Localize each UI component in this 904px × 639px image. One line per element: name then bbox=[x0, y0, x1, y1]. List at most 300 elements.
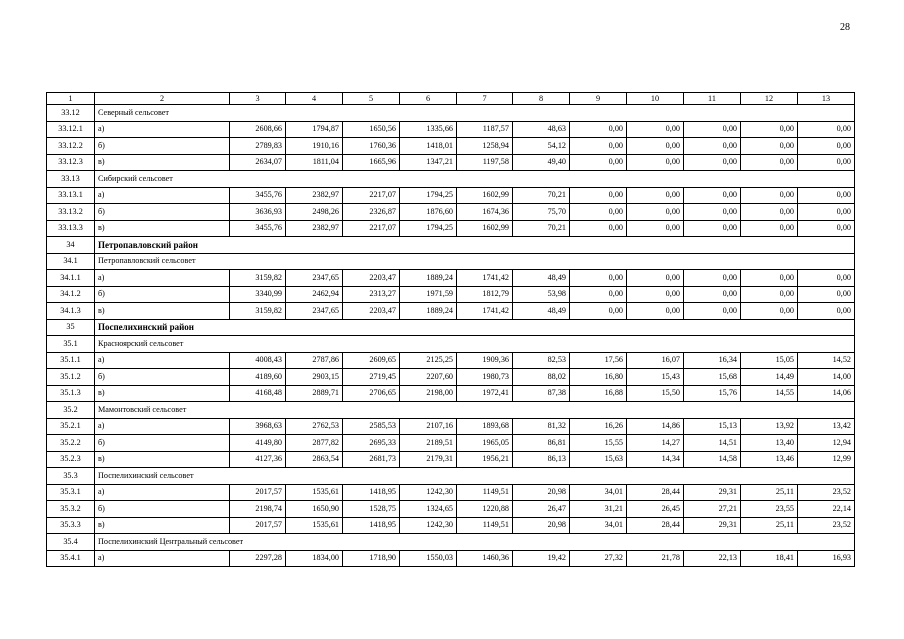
table-cell-value: 3159,82 bbox=[230, 303, 286, 320]
council-header-row bbox=[47, 105, 855, 122]
table-cell-value: 1893,68 bbox=[457, 418, 513, 435]
table-cell-value: 2017,57 bbox=[230, 517, 286, 534]
row-code: 33.13 bbox=[47, 171, 95, 188]
council-name: Поспелихинский Центральный сельсовет bbox=[95, 534, 855, 551]
row-code: 34.1 bbox=[47, 253, 95, 270]
table-cell-value: 2297,28 bbox=[230, 550, 286, 567]
table-cell-value: 2789,83 bbox=[230, 138, 286, 155]
table-cell-value: 20,98 bbox=[513, 484, 570, 501]
table-cell-value: 0,00 bbox=[741, 121, 798, 138]
table-cell-value: 1220,88 bbox=[457, 501, 513, 518]
row-code: 35.2.1 bbox=[47, 418, 95, 435]
table-cell-value: 23,52 bbox=[798, 484, 855, 501]
table-cell-value: 2585,53 bbox=[343, 418, 400, 435]
table-cell-value: 2719,45 bbox=[343, 369, 400, 386]
table-cell-value: 0,00 bbox=[570, 138, 627, 155]
table-cell-value: 4149,80 bbox=[230, 435, 286, 452]
table-cell-value: 1980,73 bbox=[457, 369, 513, 386]
table-cell-value: 1242,30 bbox=[400, 517, 457, 534]
table-cell-value: 15,43 bbox=[627, 369, 684, 386]
table-cell-value: 17,56 bbox=[570, 352, 627, 369]
table-cell-value: 81,32 bbox=[513, 418, 570, 435]
table-cell-value: 1971,59 bbox=[400, 286, 457, 303]
row-code: 33.12.2 bbox=[47, 138, 95, 155]
table-cell-value: 1535,61 bbox=[286, 484, 343, 501]
table-cell-value: 2179,31 bbox=[400, 451, 457, 468]
table-cell-value: 0,00 bbox=[798, 270, 855, 287]
table-cell-value: 4189,60 bbox=[230, 369, 286, 386]
table-row bbox=[47, 352, 855, 369]
table-cell-value: 2313,27 bbox=[343, 286, 400, 303]
table-cell-value: 0,00 bbox=[570, 121, 627, 138]
table-cell-value: 1324,65 bbox=[400, 501, 457, 518]
table-cell-value: 0,00 bbox=[570, 154, 627, 171]
table-cell-value: 1602,99 bbox=[457, 187, 513, 204]
table-cell-value: 2017,57 bbox=[230, 484, 286, 501]
column-header: 3 bbox=[230, 93, 286, 105]
table-cell-value: 18,41 bbox=[741, 550, 798, 567]
table-cell-value: 1665,96 bbox=[343, 154, 400, 171]
table-cell-value: 1418,95 bbox=[343, 484, 400, 501]
row-variant: б) bbox=[95, 286, 230, 303]
table-cell-value: 4168,48 bbox=[230, 385, 286, 402]
table-row bbox=[47, 385, 855, 402]
table-cell-value: 0,00 bbox=[684, 187, 741, 204]
district-header-row bbox=[47, 319, 855, 336]
table-cell-value: 2889,71 bbox=[286, 385, 343, 402]
table-cell-value: 27,32 bbox=[570, 550, 627, 567]
table-cell-value: 0,00 bbox=[741, 154, 798, 171]
row-code: 33.13.3 bbox=[47, 220, 95, 237]
table-cell-value: 1418,01 bbox=[400, 138, 457, 155]
table-cell-value: 53,98 bbox=[513, 286, 570, 303]
row-code: 35 bbox=[47, 319, 95, 336]
table-cell-value: 1909,36 bbox=[457, 352, 513, 369]
table-cell-value: 2203,47 bbox=[343, 270, 400, 287]
table-cell-value: 0,00 bbox=[627, 270, 684, 287]
table-cell-value: 70,21 bbox=[513, 220, 570, 237]
table-row bbox=[47, 418, 855, 435]
table-cell-value: 0,00 bbox=[798, 204, 855, 221]
table-row bbox=[47, 220, 855, 237]
tariff-table bbox=[46, 92, 855, 567]
table-cell-value: 2326,87 bbox=[343, 204, 400, 221]
table-cell-value: 12,99 bbox=[798, 451, 855, 468]
table-cell-value: 0,00 bbox=[570, 303, 627, 320]
row-variant: а) bbox=[95, 418, 230, 435]
table-cell-value: 1550,03 bbox=[400, 550, 457, 567]
table-cell-value: 0,00 bbox=[798, 187, 855, 204]
council-header-row bbox=[47, 253, 855, 270]
table-cell-value: 15,63 bbox=[570, 451, 627, 468]
row-code: 35.1 bbox=[47, 336, 95, 353]
table-cell-value: 0,00 bbox=[684, 303, 741, 320]
table-cell-value: 0,00 bbox=[798, 303, 855, 320]
table-cell-value: 48,63 bbox=[513, 121, 570, 138]
table-cell-value: 2347,65 bbox=[286, 303, 343, 320]
table-cell-value: 1149,51 bbox=[457, 517, 513, 534]
row-variant: б) bbox=[95, 138, 230, 155]
table-cell-value: 2217,07 bbox=[343, 187, 400, 204]
table-cell-value: 3968,63 bbox=[230, 418, 286, 435]
row-code: 33.13.1 bbox=[47, 187, 95, 204]
council-name: Мамонтовский сельсовет bbox=[95, 402, 855, 419]
column-header: 2 bbox=[95, 93, 230, 105]
row-variant: а) bbox=[95, 484, 230, 501]
table-cell-value: 0,00 bbox=[798, 220, 855, 237]
column-header: 8 bbox=[513, 93, 570, 105]
table-cell-value: 1794,25 bbox=[400, 187, 457, 204]
table-row bbox=[47, 121, 855, 138]
table-cell-value: 13,46 bbox=[741, 451, 798, 468]
table-cell-value: 31,21 bbox=[570, 501, 627, 518]
table-cell-value: 2609,65 bbox=[343, 352, 400, 369]
table-cell-value: 15,13 bbox=[684, 418, 741, 435]
table-cell-value: 1956,21 bbox=[457, 451, 513, 468]
row-code: 35.3 bbox=[47, 468, 95, 485]
table-cell-value: 1197,58 bbox=[457, 154, 513, 171]
table-cell-value: 0,00 bbox=[570, 204, 627, 221]
table-cell-value: 14,49 bbox=[741, 369, 798, 386]
table-cell-value: 0,00 bbox=[741, 270, 798, 287]
table-cell-value: 0,00 bbox=[627, 138, 684, 155]
district-name: Поспелихинский район bbox=[95, 319, 855, 336]
council-header-row bbox=[47, 171, 855, 188]
table-cell-value: 1347,21 bbox=[400, 154, 457, 171]
table-cell-value: 0,00 bbox=[627, 121, 684, 138]
table-cell-value: 1242,30 bbox=[400, 484, 457, 501]
table-cell-value: 0,00 bbox=[798, 138, 855, 155]
table-cell-value: 2762,53 bbox=[286, 418, 343, 435]
row-code: 35.2.2 bbox=[47, 435, 95, 452]
table-cell-value: 1258,94 bbox=[457, 138, 513, 155]
table-cell-value: 0,00 bbox=[798, 154, 855, 171]
table-cell-value: 1650,56 bbox=[343, 121, 400, 138]
table-cell-value: 0,00 bbox=[627, 154, 684, 171]
table-cell-value: 1811,04 bbox=[286, 154, 343, 171]
column-header: 7 bbox=[457, 93, 513, 105]
row-variant: б) bbox=[95, 204, 230, 221]
table-cell-value: 3636,93 bbox=[230, 204, 286, 221]
column-header: 1 bbox=[47, 93, 95, 105]
table-cell-value: 0,00 bbox=[741, 303, 798, 320]
table-row bbox=[47, 550, 855, 567]
table-cell-value: 0,00 bbox=[570, 270, 627, 287]
table-cell-value: 48,49 bbox=[513, 303, 570, 320]
table-cell-value: 16,88 bbox=[570, 385, 627, 402]
table-cell-value: 2695,33 bbox=[343, 435, 400, 452]
row-code: 33.12 bbox=[47, 105, 95, 122]
table-cell-value: 22,13 bbox=[684, 550, 741, 567]
column-header: 5 bbox=[343, 93, 400, 105]
table-cell-value: 1794,25 bbox=[400, 220, 457, 237]
column-header: 11 bbox=[684, 93, 741, 105]
row-code: 35.3.2 bbox=[47, 501, 95, 518]
table-cell-value: 0,00 bbox=[627, 286, 684, 303]
table-row bbox=[47, 369, 855, 386]
table-cell-value: 1149,51 bbox=[457, 484, 513, 501]
table-cell-value: 0,00 bbox=[570, 220, 627, 237]
table-cell-value: 16,07 bbox=[627, 352, 684, 369]
table-cell-value: 1528,75 bbox=[343, 501, 400, 518]
table-cell-value: 2203,47 bbox=[343, 303, 400, 320]
table-cell-value: 12,94 bbox=[798, 435, 855, 452]
table-cell-value: 0,00 bbox=[684, 138, 741, 155]
table-cell-value: 1418,95 bbox=[343, 517, 400, 534]
table-cell-value: 88,02 bbox=[513, 369, 570, 386]
table-cell-value: 34,01 bbox=[570, 484, 627, 501]
table-row bbox=[47, 484, 855, 501]
table-row bbox=[47, 517, 855, 534]
table-cell-value: 1889,24 bbox=[400, 303, 457, 320]
district-name: Петропавловский район bbox=[95, 237, 855, 254]
table-row bbox=[47, 303, 855, 320]
table-cell-value: 13,40 bbox=[741, 435, 798, 452]
row-variant: в) bbox=[95, 303, 230, 320]
table-cell-value: 2107,16 bbox=[400, 418, 457, 435]
council-header-row bbox=[47, 402, 855, 419]
row-variant: в) bbox=[95, 154, 230, 171]
table-row bbox=[47, 451, 855, 468]
table-cell-value: 54,12 bbox=[513, 138, 570, 155]
table-cell-value: 0,00 bbox=[627, 220, 684, 237]
row-variant: в) bbox=[95, 220, 230, 237]
table-cell-value: 27,21 bbox=[684, 501, 741, 518]
table-cell-value: 1674,36 bbox=[457, 204, 513, 221]
table-cell-value: 0,00 bbox=[627, 303, 684, 320]
table-row bbox=[47, 286, 855, 303]
table-cell-value: 14,58 bbox=[684, 451, 741, 468]
table-cell-value: 0,00 bbox=[684, 204, 741, 221]
column-header: 13 bbox=[798, 93, 855, 105]
table-cell-value: 2207,60 bbox=[400, 369, 457, 386]
column-header: 4 bbox=[286, 93, 343, 105]
council-name: Сибирский сельсовет bbox=[95, 171, 855, 188]
table-cell-value: 48,49 bbox=[513, 270, 570, 287]
table-cell-value: 14,00 bbox=[798, 369, 855, 386]
table-cell-value: 1965,05 bbox=[457, 435, 513, 452]
table-cell-value: 75,70 bbox=[513, 204, 570, 221]
table-cell-value: 1335,66 bbox=[400, 121, 457, 138]
table-cell-value: 1741,42 bbox=[457, 270, 513, 287]
table-cell-value: 1812,79 bbox=[457, 286, 513, 303]
row-variant: в) bbox=[95, 385, 230, 402]
table-cell-value: 16,80 bbox=[570, 369, 627, 386]
table-cell-value: 2462,94 bbox=[286, 286, 343, 303]
table-cell-value: 86,81 bbox=[513, 435, 570, 452]
table-cell-value: 1718,90 bbox=[343, 550, 400, 567]
row-code: 34.1.1 bbox=[47, 270, 95, 287]
table-cell-value: 14,06 bbox=[798, 385, 855, 402]
column-header: 12 bbox=[741, 93, 798, 105]
table-cell-value: 14,86 bbox=[627, 418, 684, 435]
row-variant: а) bbox=[95, 550, 230, 567]
row-code: 33.12.1 bbox=[47, 121, 95, 138]
district-header-row bbox=[47, 237, 855, 254]
table-cell-value: 2863,54 bbox=[286, 451, 343, 468]
table-row bbox=[47, 187, 855, 204]
table-cell-value: 2498,26 bbox=[286, 204, 343, 221]
table-cell-value: 21,78 bbox=[627, 550, 684, 567]
table-cell-value: 29,31 bbox=[684, 484, 741, 501]
table-cell-value: 14,52 bbox=[798, 352, 855, 369]
table-cell-value: 15,05 bbox=[741, 352, 798, 369]
table-cell-value: 0,00 bbox=[798, 121, 855, 138]
table-cell-value: 15,68 bbox=[684, 369, 741, 386]
table-cell-value: 4127,36 bbox=[230, 451, 286, 468]
table-cell-value: 29,31 bbox=[684, 517, 741, 534]
row-code: 33.12.3 bbox=[47, 154, 95, 171]
table-cell-value: 0,00 bbox=[627, 187, 684, 204]
table-cell-value: 0,00 bbox=[798, 286, 855, 303]
table-cell-value: 0,00 bbox=[684, 121, 741, 138]
table-cell-value: 0,00 bbox=[570, 187, 627, 204]
table-cell-value: 14,27 bbox=[627, 435, 684, 452]
table-cell-value: 3455,76 bbox=[230, 220, 286, 237]
table-row bbox=[47, 154, 855, 171]
row-code: 34.1.2 bbox=[47, 286, 95, 303]
table-cell-value: 2189,51 bbox=[400, 435, 457, 452]
table-cell-value: 22,14 bbox=[798, 501, 855, 518]
table-cell-value: 3340,99 bbox=[230, 286, 286, 303]
table-cell-value: 2706,65 bbox=[343, 385, 400, 402]
row-code: 35.2 bbox=[47, 402, 95, 419]
table-cell-value: 1889,24 bbox=[400, 270, 457, 287]
table-cell-value: 26,47 bbox=[513, 501, 570, 518]
table-cell-value: 1794,87 bbox=[286, 121, 343, 138]
row-code: 33.13.2 bbox=[47, 204, 95, 221]
table-cell-value: 2903,15 bbox=[286, 369, 343, 386]
table-cell-value: 1876,60 bbox=[400, 204, 457, 221]
table-cell-value: 15,55 bbox=[570, 435, 627, 452]
table-cell-value: 2634,07 bbox=[230, 154, 286, 171]
table-cell-value: 0,00 bbox=[741, 204, 798, 221]
table-cell-value: 82,53 bbox=[513, 352, 570, 369]
council-header-row bbox=[47, 534, 855, 551]
table-cell-value: 0,00 bbox=[741, 286, 798, 303]
table-cell-value: 2217,07 bbox=[343, 220, 400, 237]
row-variant: б) bbox=[95, 501, 230, 518]
table-cell-value: 15,76 bbox=[684, 385, 741, 402]
table-cell-value: 13,92 bbox=[741, 418, 798, 435]
table-cell-value: 1972,41 bbox=[457, 385, 513, 402]
row-code: 34 bbox=[47, 237, 95, 254]
table-cell-value: 19,42 bbox=[513, 550, 570, 567]
table-cell-value: 15,50 bbox=[627, 385, 684, 402]
table-cell-value: 2347,65 bbox=[286, 270, 343, 287]
row-code: 35.3.1 bbox=[47, 484, 95, 501]
table-cell-value: 0,00 bbox=[741, 187, 798, 204]
table-cell-value: 0,00 bbox=[627, 204, 684, 221]
table-cell-value: 16,34 bbox=[684, 352, 741, 369]
council-name: Петропавловский сельсовет bbox=[95, 253, 855, 270]
table-cell-value: 2125,25 bbox=[400, 352, 457, 369]
table-row bbox=[47, 435, 855, 452]
column-number-row bbox=[47, 93, 855, 105]
row-variant: б) bbox=[95, 369, 230, 386]
row-code: 35.4.1 bbox=[47, 550, 95, 567]
row-code: 35.3.3 bbox=[47, 517, 95, 534]
row-code: 35.1.3 bbox=[47, 385, 95, 402]
table-cell-value: 1834,00 bbox=[286, 550, 343, 567]
row-variant: а) bbox=[95, 352, 230, 369]
table-cell-value: 1460,36 bbox=[457, 550, 513, 567]
table-cell-value: 0,00 bbox=[741, 138, 798, 155]
council-name: Красноярский сельсовет bbox=[95, 336, 855, 353]
table-cell-value: 20,98 bbox=[513, 517, 570, 534]
council-name: Северный сельсовет bbox=[95, 105, 855, 122]
table-cell-value: 16,26 bbox=[570, 418, 627, 435]
table-cell-value: 28,44 bbox=[627, 484, 684, 501]
table-cell-value: 2681,73 bbox=[343, 451, 400, 468]
row-variant: а) bbox=[95, 187, 230, 204]
council-header-row bbox=[47, 336, 855, 353]
row-variant: в) bbox=[95, 517, 230, 534]
table-cell-value: 2382,97 bbox=[286, 220, 343, 237]
row-variant: в) bbox=[95, 451, 230, 468]
council-name: Поспелихинский сельсовет bbox=[95, 468, 855, 485]
table-cell-value: 14,34 bbox=[627, 451, 684, 468]
table-cell-value: 23,52 bbox=[798, 517, 855, 534]
table-cell-value: 70,21 bbox=[513, 187, 570, 204]
column-header: 6 bbox=[400, 93, 457, 105]
row-variant: а) bbox=[95, 270, 230, 287]
row-code: 35.2.3 bbox=[47, 451, 95, 468]
table-cell-value: 0,00 bbox=[570, 286, 627, 303]
table-cell-value: 2198,74 bbox=[230, 501, 286, 518]
table-row bbox=[47, 501, 855, 518]
table-cell-value: 1602,99 bbox=[457, 220, 513, 237]
table-cell-value: 3159,82 bbox=[230, 270, 286, 287]
table-cell-value: 86,13 bbox=[513, 451, 570, 468]
table-cell-value: 49,40 bbox=[513, 154, 570, 171]
table-row bbox=[47, 270, 855, 287]
table-cell-value: 2198,00 bbox=[400, 385, 457, 402]
table-cell-value: 1760,36 bbox=[343, 138, 400, 155]
table-cell-value: 14,55 bbox=[741, 385, 798, 402]
table-cell-value: 2877,82 bbox=[286, 435, 343, 452]
row-variant: а) bbox=[95, 121, 230, 138]
row-code: 34.1.3 bbox=[47, 303, 95, 320]
table-cell-value: 26,45 bbox=[627, 501, 684, 518]
table-cell-value: 0,00 bbox=[684, 286, 741, 303]
table-cell-value: 23,55 bbox=[741, 501, 798, 518]
table-cell-value: 1650,90 bbox=[286, 501, 343, 518]
table-cell-value: 1741,42 bbox=[457, 303, 513, 320]
table-cell-value: 25,11 bbox=[741, 484, 798, 501]
table-row bbox=[47, 138, 855, 155]
table-cell-value: 16,93 bbox=[798, 550, 855, 567]
table-cell-value: 34,01 bbox=[570, 517, 627, 534]
page-number: 28 bbox=[840, 22, 850, 33]
table-cell-value: 1910,16 bbox=[286, 138, 343, 155]
table-cell-value: 3455,76 bbox=[230, 187, 286, 204]
table-cell-value: 0,00 bbox=[684, 270, 741, 287]
table-cell-value: 28,44 bbox=[627, 517, 684, 534]
column-header: 10 bbox=[627, 93, 684, 105]
table-cell-value: 2382,97 bbox=[286, 187, 343, 204]
column-header: 9 bbox=[570, 93, 627, 105]
row-code: 35.4 bbox=[47, 534, 95, 551]
table-cell-value: 2787,86 bbox=[286, 352, 343, 369]
table-cell-value: 87,38 bbox=[513, 385, 570, 402]
table-row bbox=[47, 204, 855, 221]
table-cell-value: 0,00 bbox=[684, 220, 741, 237]
table-cell-value: 2608,66 bbox=[230, 121, 286, 138]
table-cell-value: 0,00 bbox=[684, 154, 741, 171]
table-cell-value: 13,42 bbox=[798, 418, 855, 435]
row-variant: б) bbox=[95, 435, 230, 452]
